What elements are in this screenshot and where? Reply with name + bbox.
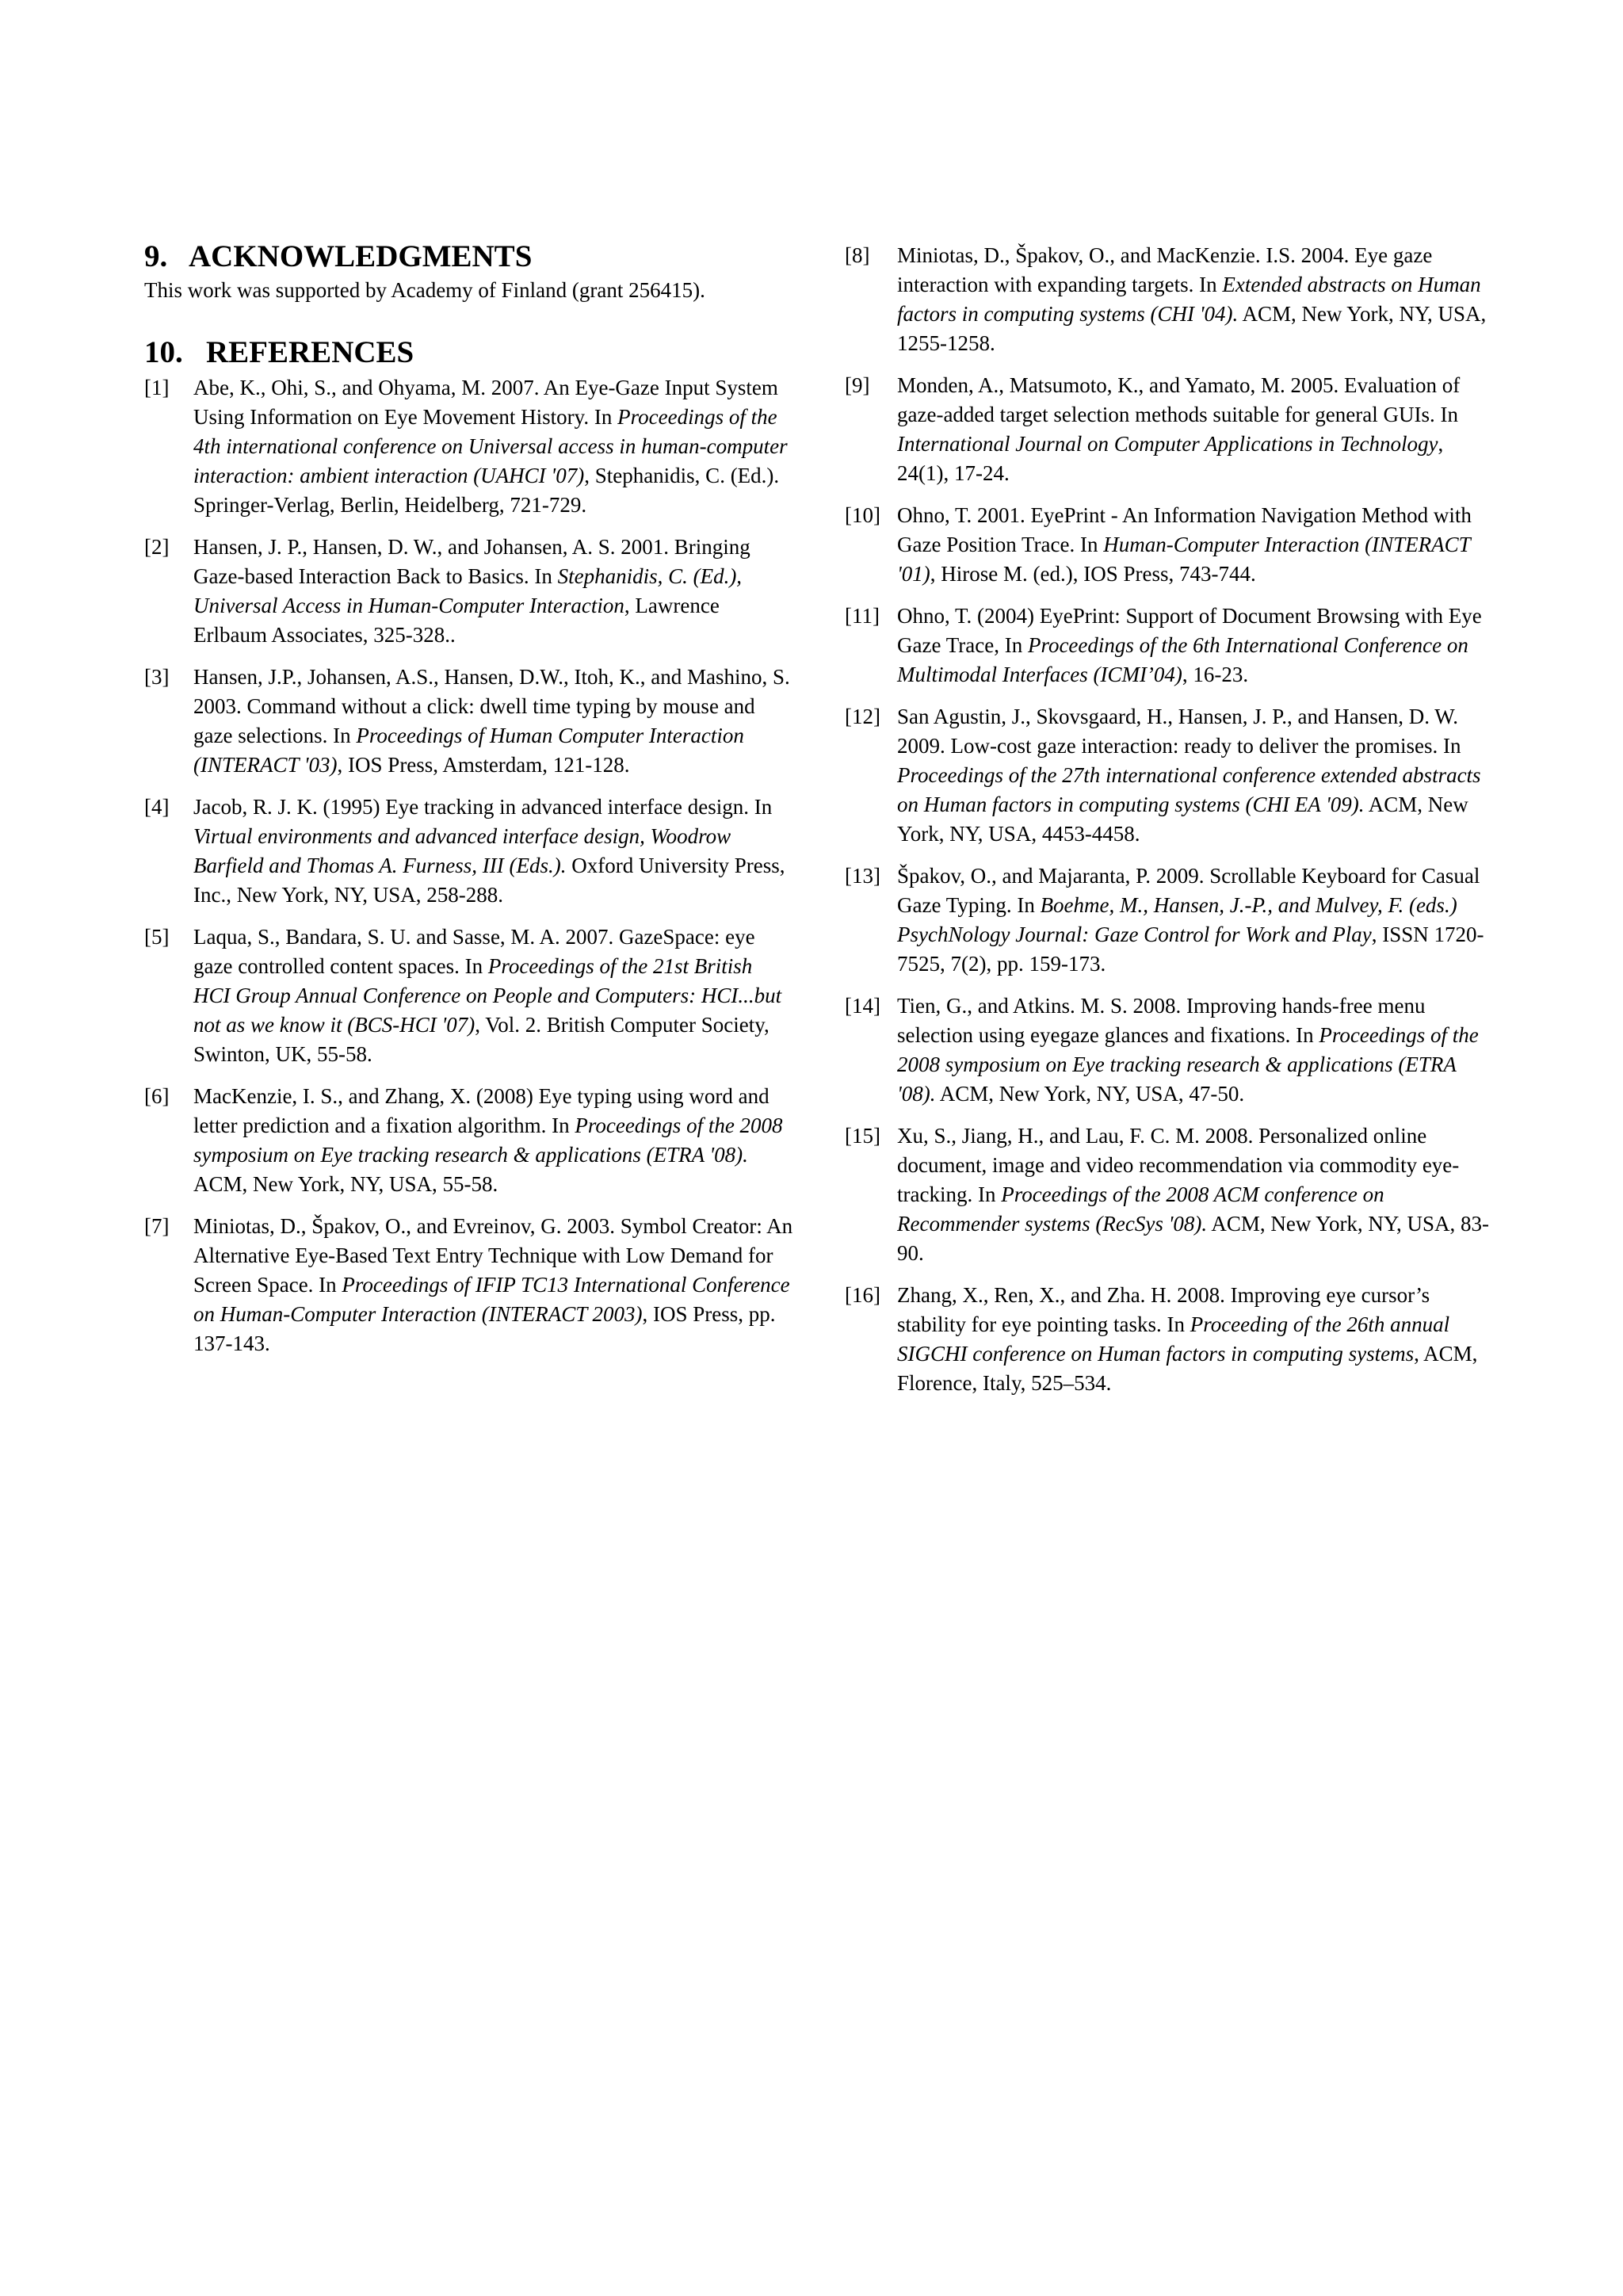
reference-number: [10]	[845, 503, 880, 527]
reference-number: [6]	[144, 1084, 170, 1108]
reference-item	[144, 1082, 794, 1199]
reference-text	[897, 604, 1482, 686]
reference-text	[193, 795, 785, 907]
reference-fragment: Abe, K., Ohi, S., and Ohyama, M. 2007. An Eye-Gaze Input System Using Information on Eye Movement History. In	[193, 376, 778, 429]
reference-venue: Proceedings of the 27th international conference extended abstracts on Human factors in computing systems (CHI EA '09).	[897, 763, 1481, 816]
reference-venue: Proceedings of Human Computer Interaction (INTERACT '03)	[193, 724, 744, 777]
reference-text	[897, 994, 1479, 1106]
reference-venue: Proceedings of the 2008 symposium on Eye tracking research & applications (ETRA '08).	[897, 1023, 1479, 1106]
reference-venue: Human-Computer Interaction (INTERACT '01)	[897, 533, 1471, 586]
reference-fragment: Miniotas, D., Špakov, O., and Evreinov, G. 2003. Symbol Creator: An Alternative Eye-Based Text Entry Technique with Low Demand for Screen Space. In	[193, 1214, 793, 1297]
reference-number: [12]	[845, 705, 880, 728]
reference-venue: Proceedings of the 2008 ACM conference on Recommender systems (RecSys '08).	[897, 1182, 1384, 1236]
section-number: 10.	[144, 335, 183, 369]
reference-number: [11]	[845, 604, 880, 628]
reference-fragment: , IOS Press, Amsterdam, 121-128.	[337, 753, 630, 777]
reference-item	[845, 991, 1495, 1109]
reference-fragment: Monden, A., Matsumoto, K., and Yamato, M. 2005. Evaluation of gaze-added target selection methods suitable for general GUIs. In	[897, 373, 1461, 426]
reference-item	[845, 702, 1495, 849]
reference-item	[144, 533, 794, 650]
reference-number: [16]	[845, 1283, 880, 1307]
reference-number: [4]	[144, 795, 170, 819]
reference-number: [9]	[845, 373, 870, 397]
reference-fragment: Miniotas, D., Špakov, O., and MacKenzie. I.S. 2004. Eye gaze interaction with expanding targets. In	[897, 243, 1433, 296]
reference-text	[897, 705, 1481, 846]
left-column	[144, 239, 794, 1371]
reference-fragment: Xu, S., Jiang, H., and Lau, F. C. M. 2008. Personalized online document, image and video recommendation via commodity eye-tracking. In	[897, 1124, 1460, 1206]
reference-fragment: Hansen, J.P., Johansen, A.S., Hansen, D.W., Itoh, K., and Mashino, S. 2003. Command without a click: dwell time typing by mouse and gaze selections. In	[193, 665, 790, 747]
reference-text	[897, 864, 1484, 976]
section-title: ACKNOWLEDGMENTS	[189, 239, 533, 273]
reference-fragment: Jacob, R. J. K. (1995) Eye tracking in advanced interface design. In	[193, 795, 773, 819]
reference-fragment: Ohno, T. (2004) EyePrint: Support of Document Browsing with Eye Gaze Trace, In	[897, 604, 1482, 657]
reference-fragment: ACM, New York, NY, USA, 47-50.	[935, 1082, 1245, 1106]
reference-fragment: Zhang, X., Ren, X., and Zha. H. 2008. Improving eye cursor’s stability for eye pointing tasks. In	[897, 1283, 1430, 1336]
right-column	[845, 241, 1495, 1411]
reference-number: [8]	[845, 243, 870, 267]
reference-venue: Virtual environments and advanced interface design, Woodrow Barfield and Thomas A. Furness, III (Eds.).	[193, 824, 731, 877]
reference-item	[144, 793, 794, 910]
reference-text	[193, 535, 750, 647]
reference-fragment: , 16-23.	[1182, 663, 1249, 686]
reference-number: [2]	[144, 535, 170, 559]
reference-fragment: Ohno, T. 2001. EyePrint - An Information Navigation Method with Gaze Position Trace. In	[897, 503, 1472, 556]
reference-text	[897, 1283, 1477, 1395]
reference-item	[144, 1212, 794, 1358]
reference-venue: Proceedings of the 21st British HCI Group Annual Conference on People and Computers: HCI...but not as we know it (BCS-HCI '07)	[193, 954, 782, 1037]
reference-item	[845, 371, 1495, 488]
reference-fragment: ACM, New York, NY, USA, 83-90.	[897, 1212, 1489, 1265]
reference-text	[897, 1124, 1489, 1265]
reference-fragment: San Agustin, J., Skovsgaard, H., Hansen, J. P., and Hansen, D. W. 2009. Low-cost gaze interaction: ready to deliver the promises. In	[897, 705, 1461, 758]
reference-number: [13]	[845, 864, 880, 888]
reference-fragment: Oxford University Press, Inc., New York, NY, USA, 258-288.	[193, 854, 785, 907]
reference-item	[845, 602, 1495, 690]
reference-number: [7]	[144, 1214, 170, 1238]
reference-venue: Proceedings of the 6th International Conference on Multimodal Interfaces (ICMI’04)	[897, 633, 1468, 686]
reference-text	[193, 665, 790, 777]
reference-item	[845, 1281, 1495, 1398]
reference-fragment: Hansen, J. P., Hansen, D. W., and Johansen, A. S. 2001. Bringing Gaze-based Interaction Back to Basics. In	[193, 535, 750, 588]
reference-fragment: , ISSN 1720-7525, 7(2), pp. 159-173.	[897, 923, 1484, 976]
reference-number: [1]	[144, 376, 170, 399]
reference-item	[144, 923, 794, 1069]
reference-item	[144, 663, 794, 780]
reference-fragment: , ACM, Florence, Italy, 525–534.	[897, 1342, 1478, 1395]
reference-venue: Boehme, M., Hansen, J.-P., and Mulvey, F. (eds.) PsychNology Journal: Gaze Control for Work and Play	[897, 893, 1457, 946]
reference-fragment: Laqua, S., Bandara, S. U. and Sasse, M. A. 2007. GazeSpace: eye gaze controlled content spaces. In	[193, 925, 755, 978]
reference-venue: Proceedings of the 2008 symposium on Eye tracking research & applications (ETRA '08).	[193, 1114, 783, 1167]
references-heading	[144, 335, 794, 370]
reference-number: [14]	[845, 994, 880, 1018]
reference-item	[845, 501, 1495, 589]
reference-item	[845, 1121, 1495, 1268]
reference-text	[897, 243, 1486, 355]
reference-fragment: , Lawrence Erlbaum Associates, 325-328..	[193, 594, 720, 647]
reference-number: [15]	[845, 1124, 880, 1148]
reference-fragment: ACM, New York, NY, USA, 1255-1258.	[897, 302, 1487, 355]
reference-venue: Extended abstracts on Human factors in computing systems (CHI '04).	[897, 273, 1481, 326]
reference-fragment: ACM, New York, NY, USA, 4453-4458.	[897, 793, 1468, 846]
reference-fragment: ACM, New York, NY, USA, 55-58.	[193, 1172, 498, 1196]
section-number: 9.	[144, 239, 168, 273]
reference-text	[193, 1084, 783, 1196]
reference-item	[845, 241, 1495, 358]
reference-fragment: , Stephanidis, C. (Ed.). Springer-Verlag, Berlin, Heidelberg, 721-729.	[193, 464, 780, 517]
section-title: REFERENCES	[206, 335, 414, 369]
reference-text	[193, 376, 788, 517]
acknowledgments-heading	[144, 239, 794, 274]
reference-list-right	[845, 241, 1495, 1398]
reference-text	[193, 1214, 792, 1355]
reference-text	[897, 503, 1472, 586]
reference-venue: Proceedings of the 4th international conference on Universal access in human-computer interaction: ambient interaction (UAHCI '07)	[193, 405, 788, 487]
reference-number: [3]	[144, 665, 170, 689]
reference-text	[897, 373, 1460, 485]
reference-text	[193, 925, 781, 1066]
acknowledgments-text: This work was supported by Academy of Finland (grant 256415).	[144, 278, 705, 302]
reference-fragment: , IOS Press, pp. 137-143.	[193, 1302, 776, 1355]
reference-fragment: MacKenzie, I. S., and Zhang, X. (2008) Eye typing using word and letter prediction and a fixation algorithm. In	[193, 1084, 769, 1137]
reference-fragment: , 24(1), 17-24.	[897, 432, 1444, 485]
reference-venue: International Journal on Computer Applications in Technology	[897, 432, 1438, 456]
reference-fragment: Špakov, O., and Majaranta, P. 2009. Scrollable Keyboard for Casual Gaze Typing. In	[897, 864, 1480, 917]
reference-item	[144, 373, 794, 520]
reference-venue: Stephanidis, C. (Ed.), Universal Access in Human-Computer Interaction	[193, 564, 743, 617]
reference-number: [5]	[144, 925, 170, 949]
reference-fragment: , Hirose M. (ed.), IOS Press, 743-744.	[930, 562, 1256, 586]
reference-venue: Proceedings of IFIP TC13 International Conference on Human-Computer Interaction (INTERACT 2003)	[193, 1273, 790, 1326]
reference-list-left	[144, 373, 794, 1358]
reference-item	[845, 861, 1495, 979]
reference-fragment: Tien, G., and Atkins. M. S. 2008. Improving hands-free menu selection using eyegaze glances and fixations. In	[897, 994, 1426, 1047]
reference-venue: Proceeding of the 26th annual SIGCHI conference on Human factors in computing systems	[897, 1312, 1450, 1366]
reference-fragment: , Vol. 2. British Computer Society, Swinton, UK, 55-58.	[193, 1013, 769, 1066]
